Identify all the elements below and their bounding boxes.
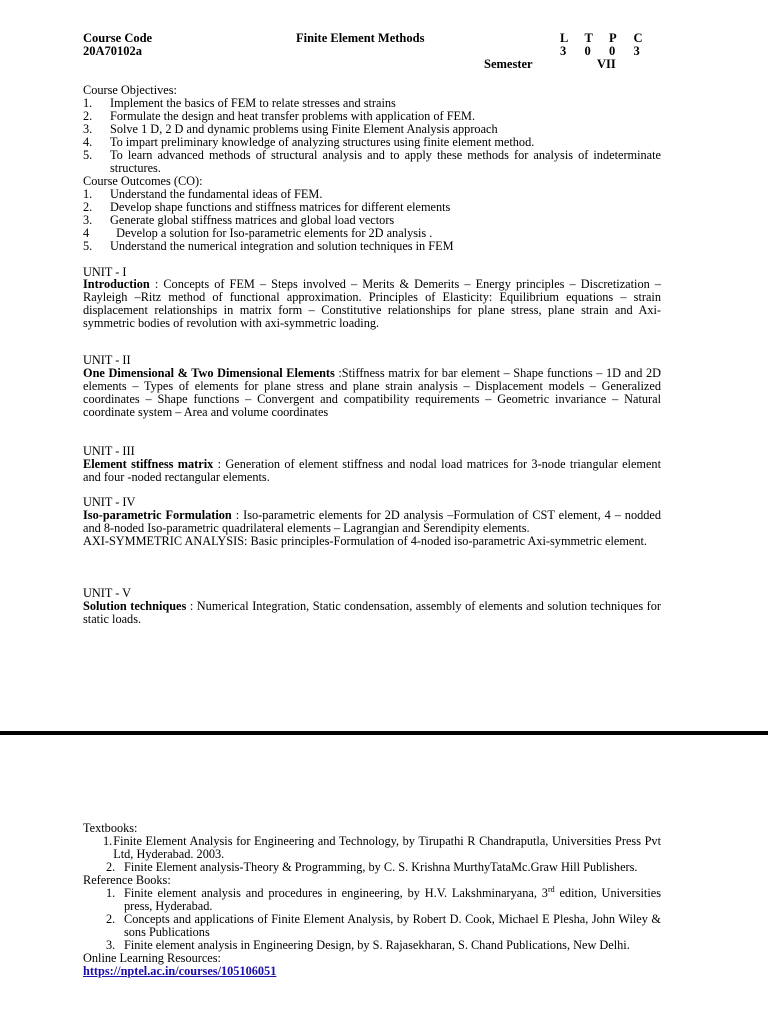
unit-4-axisymmetric: AXI-SYMMETRIC ANALYSIS: Basic principles-Formulation of 4-noded iso-parametric Axi-symmetric element. [83, 534, 647, 548]
ltpc-c-value: 3 [633, 44, 640, 58]
unit-2-body [83, 367, 661, 419]
page-divider [0, 731, 768, 735]
ltpc-p: P [609, 31, 617, 45]
list-item: 4. To impart preliminary knowledge of analyzing structures using finite element method. [83, 135, 535, 149]
unit-3-text: : Generation of element stiffness and nodal load matrices for 3-node triangular element and four -noded rectangular elements. [83, 457, 661, 484]
ltpc-l: L [560, 31, 569, 45]
course-title: Finite Element Methods [296, 31, 425, 45]
unit-2-title: UNIT - II [83, 353, 131, 367]
unit-5-text: : Numerical Integration, Static condensation, assembly of elements and solution techniques for static loads. [83, 599, 662, 626]
ltpc-c: C [633, 31, 643, 45]
course-code: 20A70102a [83, 44, 143, 58]
unit-3-title: UNIT - III [83, 444, 135, 458]
online-resources-heading: Online Learning Resources: [83, 951, 221, 965]
list-item: 5. To learn advanced methods of structural analysis and to apply these methods for analysis of indeterminate structures. [83, 148, 661, 175]
ltpc-t-value: 0 [584, 44, 591, 58]
semester-value: VII [597, 57, 616, 71]
unit-5-title: UNIT - V [83, 586, 132, 600]
unit-2-text: :Stiffness matrix for bar element – Shape functions – 1D and 2D elements – Types of elements for plane stress and plane strain analysis – Displacement models – Generalized coordinates – Shape functions – Convergent and compatibility requirements – Geometric invariance – Natural coordinate system – Area and volume coordinates [83, 366, 661, 419]
list-item: 1. Finite element analysis and procedures in engineering, by H.V. Lakshminaryana, 3rd edition, Universities press, Hyderabad. [106, 884, 661, 913]
list-item: 2. Formulate the design and heat transfer problems with application of FEM. [83, 109, 476, 123]
list-item: 3. Solve 1 D, 2 D and dynamic problems using Finite Element Analysis approach [83, 122, 498, 136]
nptel-course-link[interactable]: https://nptel.ac.in/courses/105106051 [83, 964, 277, 978]
unit-1-topic: Introduction [83, 277, 150, 291]
ltpc-t: T [584, 31, 593, 45]
list-item: 1. Finite Element Analysis for Engineering and Technology, by Tirupathi R Chandraputla, Universities Press Pvt Ltd, Hyderabad. 2003. [103, 834, 661, 861]
course-code-label: Course Code [83, 31, 153, 45]
list-item: 2. Concepts and applications of Finite Element Analysis, by Robert D. Cook, Michael E Plesha, John Wiley & sons Publications [106, 912, 661, 939]
list-item: 2. Finite Element analysis-Theory & Programming, by C. S. Krishna MurthyTataMc.Graw Hill Publishers. [106, 860, 638, 874]
unit-2-topic: One Dimensional & Two Dimensional Elements [83, 366, 335, 380]
unit-4-body [83, 509, 661, 548]
unit-1-body [83, 278, 661, 330]
unit-1-text: : Concepts of FEM – Steps involved – Merits & Demerits – Energy principles – Discretization – Rayleigh –Ritz method of functional approximation. Principles of Elasticity: Equilibrium equations – strain displacement relationships in matrix form – Constitutive relationships for plane stress, plane strain and Axi-symmetric bodies of revolution with axi-symmetric loading. [83, 277, 661, 330]
unit-4-topic: Iso-parametric Formulation [83, 508, 232, 522]
resources-section [83, 822, 661, 978]
unit-4-text: : Iso-parametric elements for 2D analysis –Formulation of CST element, 4 – nodded and 8-noded Iso-parametric quadrilateral elements – Lagrangian and Serendipity elements. [83, 508, 662, 535]
ltpc-l-value: 3 [560, 44, 567, 58]
unit-3-body [83, 458, 661, 484]
list-item: 3. Finite element analysis in Engineering Design, by S. Rajasekharan, S. Chand Publications, New Delhi. [106, 938, 630, 952]
unit-3-topic: Element stiffness matrix [83, 457, 214, 471]
reference-books-heading: Reference Books: [83, 873, 171, 887]
textbooks-heading: Textbooks: [83, 821, 138, 835]
list-item: 5. Understand the numerical integration and solution techniques in FEM [83, 239, 454, 253]
list-item: 2. Develop shape functions and stiffness matrices for different elements [83, 200, 451, 214]
unit-5-topic: Solution techniques [83, 599, 187, 613]
objectives-list [83, 97, 661, 175]
ltpc-p-value: 0 [609, 44, 616, 58]
outcomes-heading: Course Outcomes (CO): [83, 174, 203, 188]
semester-label: Semester [484, 57, 533, 71]
unit-1-title: UNIT - I [83, 265, 127, 279]
list-item: 4 Develop a solution for Iso-parametric elements for 2D analysis . [83, 226, 433, 240]
objectives-heading: Course Objectives: [83, 83, 177, 97]
list-item: 1. Understand the fundamental ideas of FEM. [83, 187, 323, 201]
outcomes-list [83, 188, 661, 253]
unit-4-title: UNIT - IV [83, 495, 136, 509]
unit-5-body [83, 600, 661, 626]
list-item: 3. Generate global stiffness matrices and global load vectors [83, 213, 395, 227]
list-item: 1. Implement the basics of FEM to relate stresses and strains [83, 96, 396, 110]
